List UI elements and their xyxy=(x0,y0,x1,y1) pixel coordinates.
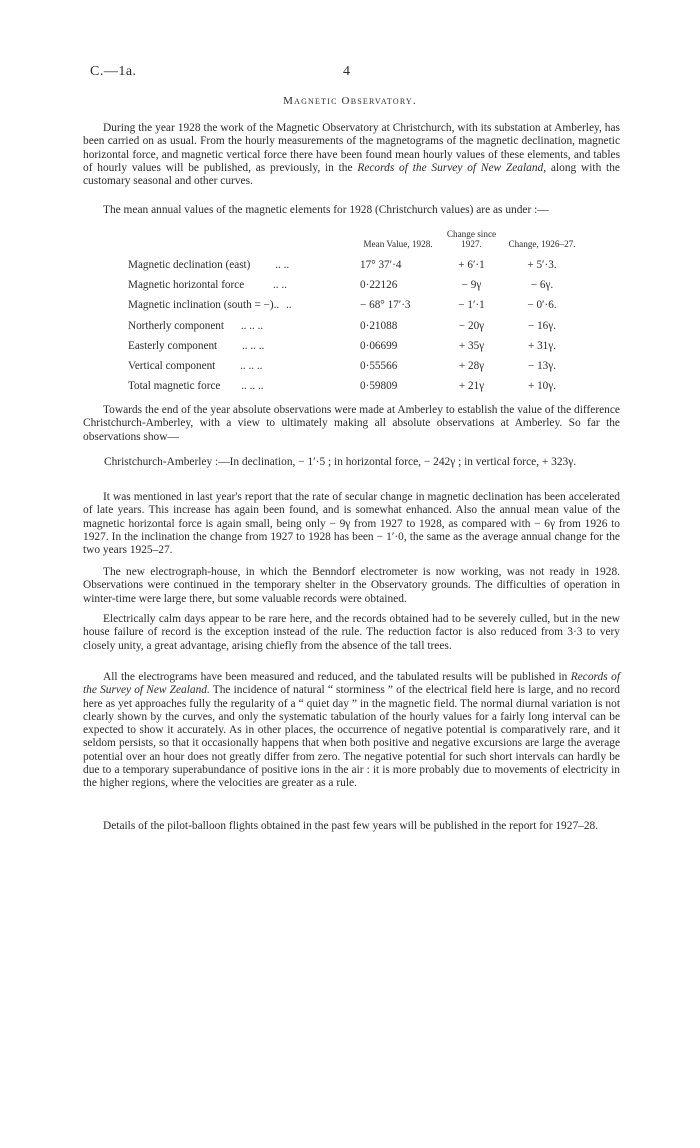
change-value: − 1′·1 xyxy=(458,299,485,312)
mean-value: 0·22126 xyxy=(360,279,398,292)
paragraph-2: The mean annual values of the magnetic elements for 1928 (Christchurch values) are as under :— xyxy=(103,204,549,216)
col-mean-value: Mean Value, 1928. xyxy=(363,239,433,249)
mean-value: 0·59809 xyxy=(360,380,398,393)
element-name: Northerly component xyxy=(128,319,225,332)
change-previous-value: + 5′·3. xyxy=(527,259,557,272)
change-previous-value: − 0′·6. xyxy=(527,299,557,312)
change-value: − 9γ xyxy=(461,279,482,292)
leader-dots: .. xyxy=(286,299,292,312)
leader-dots: .. .. .. xyxy=(240,319,264,332)
table-row xyxy=(128,275,577,295)
magnetic-elements-table xyxy=(128,229,577,396)
table-row xyxy=(128,316,577,336)
change-previous-value: + 31γ. xyxy=(527,339,557,352)
paragraph-5: The new electrograph-house, in which the Benndorf electrometer is now working, was not ready in 1928. Observations were continued in the temporary shelter in the Observatory grounds. The difficulties of operation in winter-time were large there, but some valuable records were obtained. xyxy=(83,566,620,605)
difference-statement: Christchurch-Amberley :—In declination, − 1′·5 ; in horizontal force, − 242γ ; in vertical force, + 323γ. xyxy=(104,456,577,468)
paragraph-8: Details of the pilot-balloon flights obtained in the past few years will be published in the report for 1927–28. xyxy=(103,820,599,832)
leader-dots: .. .. .. xyxy=(241,339,265,352)
paragraph-7: All the electrograms have been measured and reduced, and the tabulated results will be published in Records of the Survey of New Zealand. The incidence of natural “ storminess ” of the electrical field here is large, and no record here as yet approaches fully the regularity of a “ quiet day ” in the magnetic field. The normal diurnal variation is not clearly shown by the curves, and only the systematic tabulation of the hourly values for a fairly long interval can be expected to show it accurately. As in other places, the occurrence of negative potential is comparatively rare, and it seldom persists, so that it occasionally happens that when both positive and negative excursions are large the average potential over an hour does not greatly differ from zero. The negative potential for such short intervals can hardly be due to a temporary superabundance of positive ions in the air : it is more probably due to movements of electricity in the higher regions, where the velocities are greater as a rule. xyxy=(83,671,621,790)
mean-value: − 68° 17′·3 xyxy=(360,299,411,312)
leader-dots: .. .. .. xyxy=(240,360,263,373)
change-value: + 35γ xyxy=(458,339,485,352)
element-name: Total magnetic force xyxy=(128,380,221,393)
mean-value: 17° 37′·4 xyxy=(360,259,402,272)
paragraph-4: It was mentioned in last year's report that the rate of secular change in magnetic declination has been accelerated of late years. This increase has again been found, and is somewhat enhanced. Also the annual mean value of the magnetic horizontal force is again small, being only − 9γ from 1927 to 1928, as compared with − 6γ from 1926 to 1927. In the inclination the change from 1927 to 1928 has been − 1′·0, the same as the average annual change for the two years 1925–27. xyxy=(83,491,620,557)
change-previous-value: − 16γ. xyxy=(527,319,557,332)
element-name: Easterly component xyxy=(128,339,218,352)
table-row xyxy=(128,255,577,275)
element-name: Magnetic declination (east) xyxy=(128,259,251,272)
records-title: Records of the Survey of New Zealand. xyxy=(83,671,620,697)
paragraph-6: Electrically calm days appear to be rare here, and the records obtained had to be severely culled, but in the new house failure of record is the exception instead of the rule. The reduction factor is also reduced from 3·3 to very closely unity, a great advantage, arising chiefly from the absence of the tall trees. xyxy=(83,613,620,652)
element-name: Vertical component xyxy=(128,360,216,373)
leader-dots: .. .. .. xyxy=(241,380,264,393)
change-previous-value: − 13γ. xyxy=(527,360,557,373)
change-value: + 21γ xyxy=(458,380,485,393)
leader-dots: .. .. xyxy=(275,259,290,272)
table-row xyxy=(128,295,577,315)
paragraph-3: Towards the end of the year absolute observations were made at Amberley to establish the value of the difference Christchurch-Amberley, with a view to ultimately making all absolute observations at Amberley. So far the observations show— xyxy=(83,404,620,443)
mean-value: 0·21088 xyxy=(360,319,398,332)
change-value: − 20γ xyxy=(458,319,485,332)
table-row xyxy=(128,376,577,396)
mean-value: 0·06699 xyxy=(360,339,398,352)
change-previous-value: + 10γ. xyxy=(527,380,557,393)
table-header-row xyxy=(128,229,577,255)
element-name: Magnetic inclination (south = −).. xyxy=(128,299,280,312)
table-row xyxy=(128,356,577,376)
col-change-since: Change since 1927. xyxy=(446,229,497,249)
table-row xyxy=(128,336,577,356)
change-value: + 6′·1 xyxy=(458,259,485,272)
records-title: Records of the Survey of New Zealand, xyxy=(357,161,547,174)
page-number: 4 xyxy=(343,64,350,79)
section-title: Magnetic Observatory. xyxy=(283,95,417,107)
mean-value: 0·55566 xyxy=(360,360,398,373)
leader-dots: .. .. xyxy=(272,279,287,292)
change-value: + 28γ xyxy=(458,360,485,373)
paragraph-1: During the year 1928 the work of the Magnetic Observatory at Christchurch, with its substation at Amberley, has been carried on as usual. From the hourly measurements of the magnetograms of the magnetic declination, magnetic horizontal force, and magnetic vertical force there have been found mean hourly values of these elements, and tables of hourly values will be published, as previously, in the Records of the Survey of New Zealand, along with the customary seasonal and other curves. xyxy=(83,122,620,188)
col-change-previous: Change, 1926–27. xyxy=(508,239,576,249)
element-name: Magnetic horizontal force xyxy=(128,279,245,292)
report-code: C.—1a. xyxy=(90,64,137,79)
change-previous-value: − 6γ. xyxy=(530,279,554,292)
